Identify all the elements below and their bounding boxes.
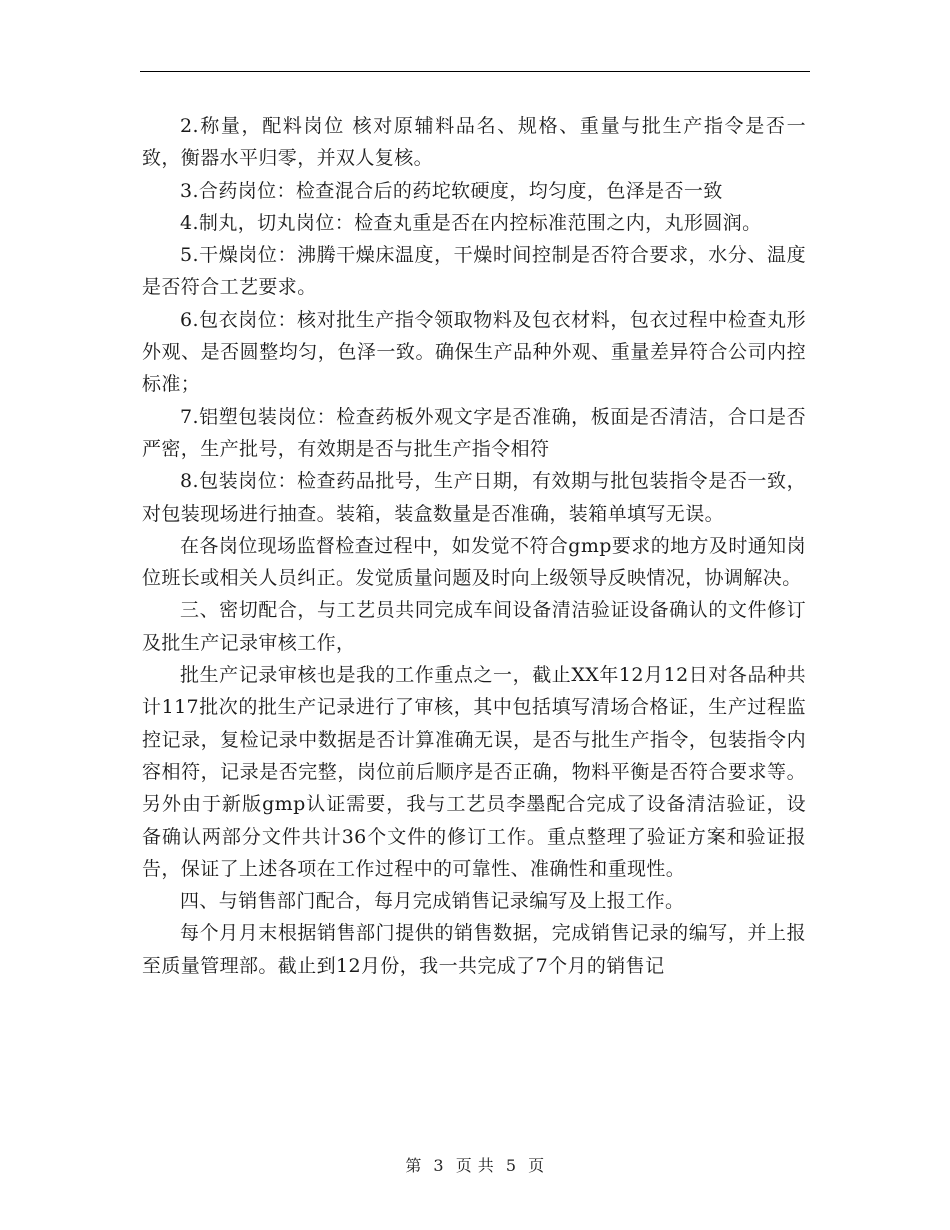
- header-rule: [140, 71, 810, 72]
- footer-total-pages: 5: [505, 1156, 517, 1175]
- footer-mid: 页 共: [455, 1156, 495, 1175]
- footer-suffix: 页: [528, 1156, 545, 1175]
- paragraph-section-four-heading: 四、与销售部门配合，每月完成销售记录编写及上报工作。: [180, 890, 685, 913]
- paragraph-supervision: 在各岗位现场监督检查过程中，如发觉不符合gmp要求的地方及时通知岗位班长或相关人员纠正。发觉质量问题及时向上级领导反映情况，协调解决。: [142, 534, 806, 590]
- paragraph-record-review: 批生产记录审核也是我的工作重点之一，截止XX年12月12日对各品种共计117批次的批生产记录进行了审核，其中包括填写清场合格证，生产过程监控记录，复检记录中数据是否计算准确无误，是否与批生产指令，包装指令内容相符，记录是否完整，岗位前后顺序是否正确，物料平衡是否符合要求等。另外由于新版gmp认证需要，我与工艺员李墨配合完成了设备清洁验证，设备确认两部分文件共计36个文件的修订工作。重点整理了验证方案和验证报告，保证了上述各项在工作过程中的可靠性、准确性和重现性。: [142, 664, 806, 880]
- paragraph-drying: 5.干燥岗位：沸腾干燥床温度，干燥时间控制是否符合要求，水分、温度是否符合工艺要求。: [142, 244, 806, 299]
- footer-page-number: 3: [433, 1156, 445, 1175]
- document-body: [142, 110, 806, 982]
- page-footer: [0, 1153, 950, 1176]
- paragraph-sales-records: 每个月月末根据销售部门提供的销售数据，完成销售记录的编写，并上报至质量管理部。截止到12月份，我一共完成了7个月的销售记: [142, 922, 806, 977]
- paragraph-pill-making: 4.制丸，切丸岗位：检查丸重是否在内控标准范围之内，丸形圆润。: [180, 211, 762, 234]
- footer-prefix: 第: [405, 1156, 422, 1175]
- paragraph-section-three-heading: 三、密切配合，与工艺员共同完成车间设备清洁验证设备确认的文件修订及批生产记录审核工作，: [142, 599, 806, 654]
- paragraph-coating: 6.包衣岗位：核对批生产指令领取物料及包衣材料，包衣过程中检查丸形外观、是否圆整均匀，色泽一致。确保生产品种外观、重量差异符合公司内控标准；: [142, 308, 806, 396]
- paragraph-weighing: 2.称量，配料岗位 核对原辅料品名、规格、重量与批生产指令是否一致，衡器水平归零，并双人复核。: [142, 115, 806, 170]
- paragraph-packing: 8.包装岗位：检查药品批号，生产日期，有效期与批包装指令是否一致，对包装现场进行抽查。装箱，装盒数量是否准确，装箱单填写无误。: [142, 470, 806, 525]
- paragraph-blister-packing: 7.铝塑包装岗位：检查药板外观文字是否准确，板面是否清洁，合口是否严密，生产批号，有效期是否与批生产指令相符: [142, 405, 806, 460]
- paragraph-mixing: 3.合药岗位：检查混合后的药坨软硬度，均匀度，色泽是否一致: [180, 179, 723, 202]
